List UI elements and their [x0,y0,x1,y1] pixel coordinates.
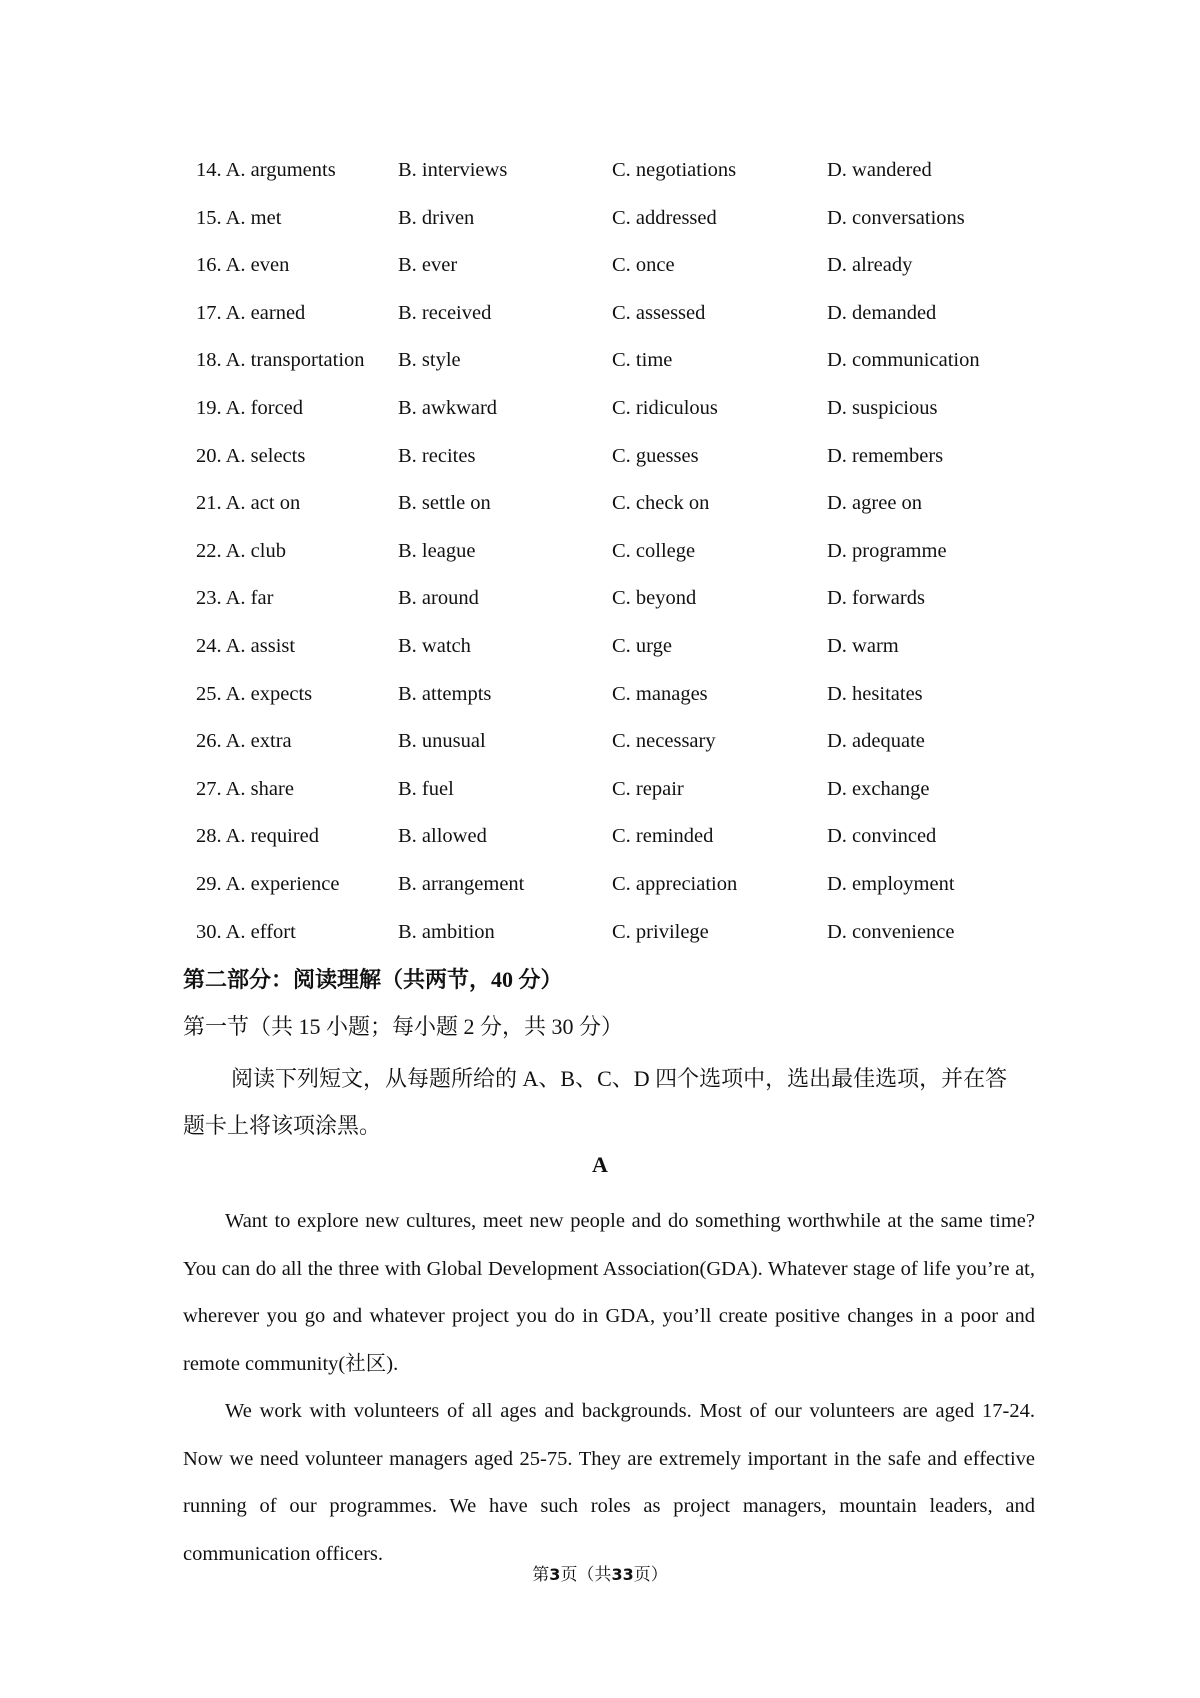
option-b: B. arrangement [398,872,525,895]
option-row [196,821,1096,869]
option-b: B. driven [398,206,475,229]
option-b: B. recites [398,444,476,467]
total-pages: 33 [611,1565,634,1584]
option-b: B. interviews [398,159,508,181]
option-d: D. warm [827,634,899,657]
option-c: C. college [612,539,696,562]
option-a: 15. A. met [196,206,282,229]
option-c: C. beyond [612,587,697,610]
section-subtitle: 第一节（共 15 小题；每小题 2 分，共 30 分） [183,1014,624,1039]
option-a: 22. A. club [196,539,286,562]
option-c: C. ridiculous [612,396,718,419]
option-b: B. watch [398,634,471,657]
option-row [196,583,1096,631]
option-d: D. demanded [827,301,937,324]
option-row [196,774,1096,822]
passage [183,1198,1035,1578]
option-a: 18. A. transportation [196,349,365,372]
passage-paragraph: We work with volunteers of all ages and backgrounds. Most of our volunteers are aged 17-24. Now we need volunteer managers aged 25-75. They are extremely important in the safe and effective running of our programmes. We have such roles as project managers, mountain leaders, and communication officers. [183,1400,1035,1565]
option-a: 25. A. expects [196,682,313,705]
option-d: D. adequate [827,730,925,753]
cloze-options [196,155,1096,964]
option-c: C. privilege [612,920,709,943]
option-c: C. necessary [612,730,716,753]
option-d: D. convenience [827,920,955,943]
option-c: C. assessed [612,301,706,324]
option-row [196,393,1096,441]
passage-title: A [592,1152,608,1177]
option-a: 19. A. forced [196,396,304,419]
option-a: 16. A. even [196,254,290,277]
section-title: 第二部分：阅读理解（共两节，40 分） [183,967,563,992]
option-d: D. hesitates [827,682,923,705]
option-row [196,536,1096,584]
option-a: 30. A. effort [196,920,296,943]
footer-pre: 第 [532,1565,550,1584]
option-a: 17. A. earned [196,301,306,324]
option-row [196,441,1096,489]
option-d: D. communication [827,349,980,372]
option-a: 28. A. required [196,825,319,848]
option-row [196,631,1096,679]
option-d: D. programme [827,539,947,562]
option-row [196,869,1096,917]
page-number: 3 [549,1565,561,1584]
option-c: C. time [612,349,673,372]
option-b: B. ever [398,254,458,277]
option-d: D. remembers [827,444,944,467]
option-a: 27. A. share [196,777,294,800]
option-b: B. received [398,301,492,324]
option-c: C. check on [612,492,710,515]
option-d: D. forwards [827,587,925,610]
option-a: 21. A. act on [196,492,301,515]
option-a: 24. A. assist [196,634,296,657]
option-row [196,679,1096,727]
option-d: D. already [827,254,913,277]
option-d: D. employment [827,872,955,895]
option-d: D. convinced [827,825,937,848]
option-d: D. exchange [827,777,930,800]
option-c: C. manages [612,682,708,705]
option-row [196,726,1096,774]
option-b: B. fuel [398,777,454,800]
option-row [196,298,1096,346]
option-b: B. attempts [398,682,492,705]
option-row [196,250,1096,298]
option-row [196,203,1096,251]
option-row [196,917,1096,965]
option-a: 26. A. extra [196,730,292,753]
footer-mid: 页（共 [560,1565,612,1584]
option-c: C. repair [612,777,684,800]
option-b: B. allowed [398,825,487,848]
option-b: B. unusual [398,730,486,753]
option-a: 20. A. selects [196,444,306,467]
option-b: B. style [398,349,461,372]
option-b: B. around [398,587,479,610]
option-c: C. once [612,254,675,277]
option-a: 29. A. experience [196,872,340,895]
option-d: D. suspicious [827,396,938,419]
option-row [196,345,1096,393]
passage-paragraph: Want to explore new cultures, meet new people and do something worthwhile at the same time? You can do all the three with Global Development Association(GDA). Whatever stage of life you’re at, wherever you go and whatever project you do in GDA, you’ll create positive changes in a poor and remote community(社区). [183,1210,1035,1375]
option-row [196,155,1096,203]
page-footer [0,1560,1200,1585]
option-b: B. league [398,539,476,562]
option-c: C. guesses [612,444,699,467]
option-row [196,488,1096,536]
option-c: C. negotiations [612,159,737,181]
option-b: B. settle on [398,492,491,515]
option-c: C. reminded [612,825,714,848]
option-b: B. ambition [398,920,495,943]
instruction: 阅读下列短文，从每题所给的 A、B、C、D 四个选项中，选出最佳选项，并在答题卡上将该项涂黑。 [183,1066,1008,1138]
option-c: C. appreciation [612,872,738,895]
option-a: 14. A. arguments [196,159,336,181]
option-d: D. conversations [827,206,965,229]
option-d: D. wandered [827,159,932,181]
option-c: C. urge [612,634,672,657]
footer-post: 页） [633,1565,668,1584]
option-d: D. agree on [827,492,923,515]
option-b: B. awkward [398,396,498,419]
option-c: C. addressed [612,206,717,229]
option-a: 23. A. far [196,587,274,610]
